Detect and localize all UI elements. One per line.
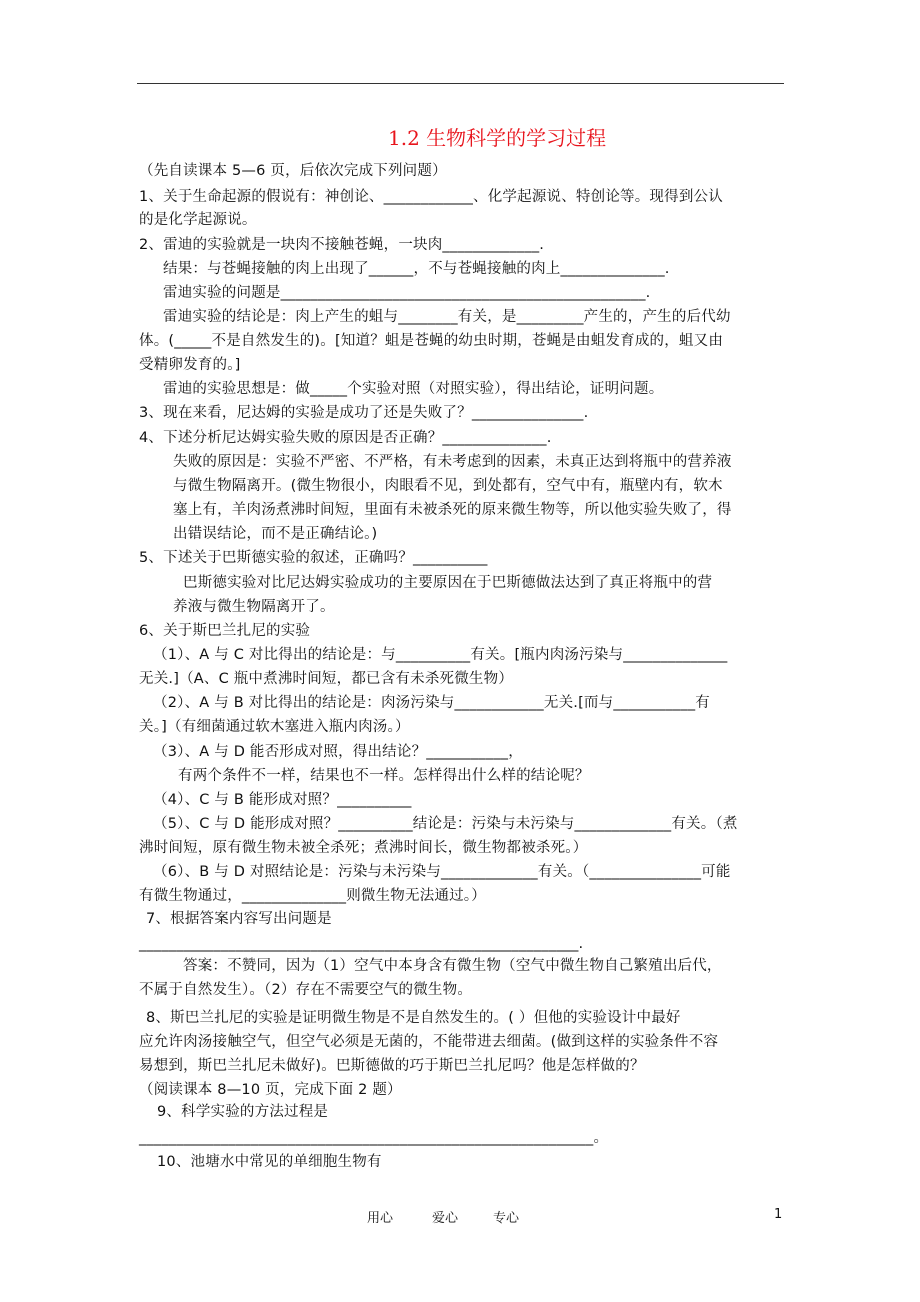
text-line: 10、池塘水中常见的单细胞生物有 <box>157 1154 382 1170</box>
text-line: （6）、B 与 D 对照结论是：污染与未污染与_____________有关。（_______________可能 <box>153 864 731 880</box>
text-line: 8、斯巴兰扎尼的实验是证明微生物是不是自然发生的。( ）但他的实验设计中最好 <box>146 1010 681 1026</box>
text-line: 塞上有，羊肉汤煮沸时间短，里面有未被杀死的原来微生物等，所以他实验失败了，得 <box>173 502 732 518</box>
text-line: 出错误结论，而不是正确结论。) <box>173 526 378 542</box>
text-line: 体。(_____不是自然发生的)。[知道？蛆是苍蝇的幼虫时期，苍蝇是由蛆发育成的，蛆又由 <box>139 333 724 349</box>
text-line: 无关.]（A、C 瓶中煮沸时间短，都已含有未杀死微生物） <box>139 671 514 687</box>
text-line: 沸时间短，原有微生物未被全杀死；煮沸时间长，微生物都被杀死。） <box>139 840 588 856</box>
footer-motto-3: 专心 <box>493 1211 520 1226</box>
text-line: 5、下述关于巴斯德实验的叙述，正确吗？__________ <box>139 550 488 566</box>
text-line: （1）、A 与 C 对比得出的结论是：与__________有关。[瓶内肉汤污染与______________ <box>153 647 728 663</box>
text-line: 4、下述分析尼达姆实验失败的原因是否正确？______________. <box>139 430 552 446</box>
text-line: 受精卵发育的。] <box>139 357 241 373</box>
text-line: 2、雷迪的实验就是一块肉不接触苍蝇，一块肉_____________. <box>139 237 545 253</box>
text-line: （2）、A 与 B 对比得出的结论是：肉汤污染与____________无关.[而与___________有 <box>153 695 710 711</box>
text-line: 1、关于生命起源的假说有：神创论、____________、化学起源说、特创论等。现得到公认 <box>139 189 723 205</box>
text-line: 雷迪实验的问题是_________________________________________________. <box>163 285 651 301</box>
text-line: 应允许肉汤接触空气，但空气必须是无菌的，不能带进去细菌。(做到这样的实验条件不容 <box>139 1034 719 1050</box>
text-line: 答案：不赞同，因为（1）空气中本身含有微生物（空气中微生物自己繁殖出后代， <box>183 958 722 974</box>
text-line: 的是化学起源说。 <box>139 212 257 228</box>
footer-motto-2: 爱心 <box>432 1211 459 1226</box>
text-line: 与微生物隔离开。(微生物很小，肉眼看不见，到处都有，空气中有，瓶壁内有，软木 <box>173 478 723 494</box>
text-line: 3、现在来看，尼达姆的实验是成功了还是失败了？_______________. <box>139 405 589 421</box>
text-line: 雷迪实验的结论是：肉上产生的蛆与________有关，是_________产生的，产生的后代幼 <box>163 309 731 325</box>
text-line: 结果：与苍蝇接触的肉上出现了______，不与苍蝇接触的肉上______________. <box>163 261 670 277</box>
text-line: 易想到，斯巴兰扎尼未做好)。巴斯德做的巧于斯巴兰扎尼吗？他是怎样做的？ <box>139 1058 645 1074</box>
text-line: ___________________________________________________________. <box>139 936 584 952</box>
text-line: 养液与微生物隔离开了。 <box>173 599 335 615</box>
text-line: （3）、A 与 D 能否形成对照，得出结论？___________， <box>153 744 523 760</box>
text-line: _____________________________________________________________。 <box>139 1130 609 1146</box>
text-line: 巴斯德实验对比尼达姆实验成功的主要原因在于巴斯德做法达到了真正将瓶中的营 <box>183 575 713 591</box>
text-line: （阅读课本 8—10 页，完成下面 2 题） <box>139 1082 402 1098</box>
footer-motto-1: 用心 <box>367 1211 394 1226</box>
page-title: 1.2 生物科学的学习过程 <box>388 126 607 150</box>
page-number: 1 <box>774 1207 783 1222</box>
text-line: 有微生物通过，______________则微生物无法通过。） <box>139 888 486 904</box>
text-line: 有两个条件不一样，结果也不一样。怎样得出什么样的结论呢？ <box>178 768 590 784</box>
text-line: 9、科学实验的方法过程是 <box>157 1104 329 1120</box>
text-line: （5）、C 与 D 能形成对照？__________结论是：污染与未污染与_____________有关。（煮 <box>153 816 738 832</box>
header-rule <box>137 83 784 84</box>
text-line: （4）、C 与 B 能形成对照？__________ <box>153 792 412 808</box>
text-line: 失败的原因是：实验不严密、不严格，有未考虑到的因素，未真正达到将瓶中的营养液 <box>173 454 732 470</box>
text-line: 6、关于斯巴兰扎尼的实验 <box>139 623 311 639</box>
text-line: 7、根据答案内容写出问题是 <box>146 911 332 927</box>
text-line: 不属于自然发生）。（2）存在不需要空气的微生物。 <box>139 982 473 998</box>
text-line: 雷迪的实验思想是：做_____个实验对照（对照实验），得出结论，证明问题。 <box>163 381 664 397</box>
text-line: （先自读课本 5—6 页，后依次完成下列问题） <box>139 163 447 179</box>
text-line: 关。]（有细菌通过软木塞进入瓶内肉汤。） <box>139 719 410 735</box>
